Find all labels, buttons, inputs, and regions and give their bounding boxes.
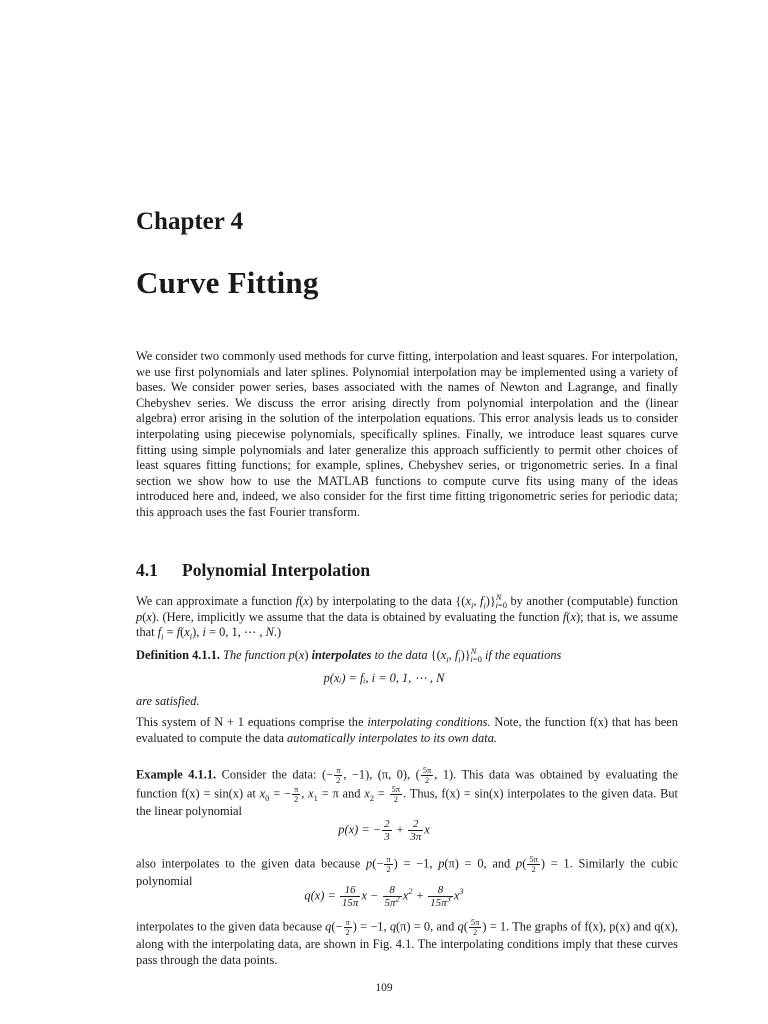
definition-label: Definition 4.1.1. — [136, 648, 220, 662]
linear-polynomial-equation: p(x) = − $\frac{2}{3}$ + $\frac{2}{3\pi}$ x — [338, 818, 430, 843]
cubic-polynomial-paragraph: interpolates to the given data because q(− $\frac{\pi}{2}$ ) = −1, q(π) = 0, and q( $\frac{5\pi}{2}$ ) = 1. The graphs of f(x), p(x) and q(x), along with the interpolating data, are shown in Fig. 4.1. The interpolating conditions imply that these curves pass through the data points. — [136, 917, 678, 967]
cubic-polynomial-equation: q(x) = $\frac{16}{15\pi}$ x − $\frac{8}{5\pi^2}$ $x^2$ + $\frac{8}{15\pi^3}$ $x^3$ — [304, 884, 464, 909]
polynomial-interpolation-paragraph: We can approximate a function f(x) by interpolating to the data {($x_i$, $f_i)\}^N_{i=0}$ by another (computable) function p(x). (Here, implicitly we assume that the data is obtained by evaluating the function f(x); that is, we assume that $f_i = f(x_i)$, i = 0, 1, ⋯ , N.) — [136, 591, 678, 642]
section-title: Polynomial Interpolation — [182, 560, 371, 580]
definition-equation: p(xᵢ) = fᵢ, i = 0, 1, ⋯ , N — [323, 671, 445, 685]
linear-polynomial-paragraph: also interpolates to the given data because p(− $\frac{\pi}{2}$ ) = −1, p(π) = 0, and p( $\frac{5\pi}{2}$ ) = 1. Similarly the cubic polynomial — [136, 854, 678, 888]
example-4-1-1: Example 4.1.1. Consider the data: (− $\frac{\pi}{2}$ , −1), (π, 0), ( $\frac{5\pi}{2}$ , 1). This data was obtained by evaluating the function f(x) = sin(x) at $x_0$ = − $\frac{\pi}{2}$ , $x_1 = \pi$ and $x_2$ = $\frac{5\pi}{2}$ . Thus, f(x) = sin(x) interpolates to the given data. But the linear polynomial — [136, 765, 678, 818]
section-number: 4.1 — [136, 560, 158, 580]
chapter-label: Chapter 4 — [136, 208, 244, 235]
definition-4-1-1: Definition 4.1.1. The function p(x) interpolates to the data {($x_i$, $f_i)\}^N_{i=0}$ if the equations — [136, 645, 562, 665]
chapter-title: Curve Fitting — [136, 265, 319, 300]
definition-tail: are satisfied. — [136, 694, 200, 708]
interpolating-conditions-paragraph: This system of N + 1 equations comprise the interpolating conditions. Note, the function f(x) that has been evaluated to compute the data automatically interpolates to its own data. — [136, 715, 678, 745]
page-number: 109 — [375, 982, 393, 994]
example-label: Example 4.1.1. — [136, 767, 217, 782]
intro-paragraph: We consider two commonly used methods for curve fitting, interpolation and least squares. For interpolation, we use first polynomials and later splines. Polynomial interpolation may be implemented using a variety of bases. We consider power series, bases associated with the names of Newton and Lagrange, and finally Chebyshev series. We discuss the error arising directly from polynomial interpolation and the (linear algebra) error arising in the solution of the interpolation equations. This error analysis leads us to consider interpolating using piecewise polynomials, specifically splines. Finally, we introduce least squares curve fitting using simple polynomials and later generalize this approach sufficiently to permit other choices of least squares fitting functions; for example, splines, Chebyshev series, or trigonometric series. In a final section we show how to use the MATLAB functions to compute curve fits using many of the ideas introduced here and, indeed, we also consider for the first time fitting trigonometric series for periodic data; this approach uses the fast Fourier transform. — [136, 349, 678, 519]
